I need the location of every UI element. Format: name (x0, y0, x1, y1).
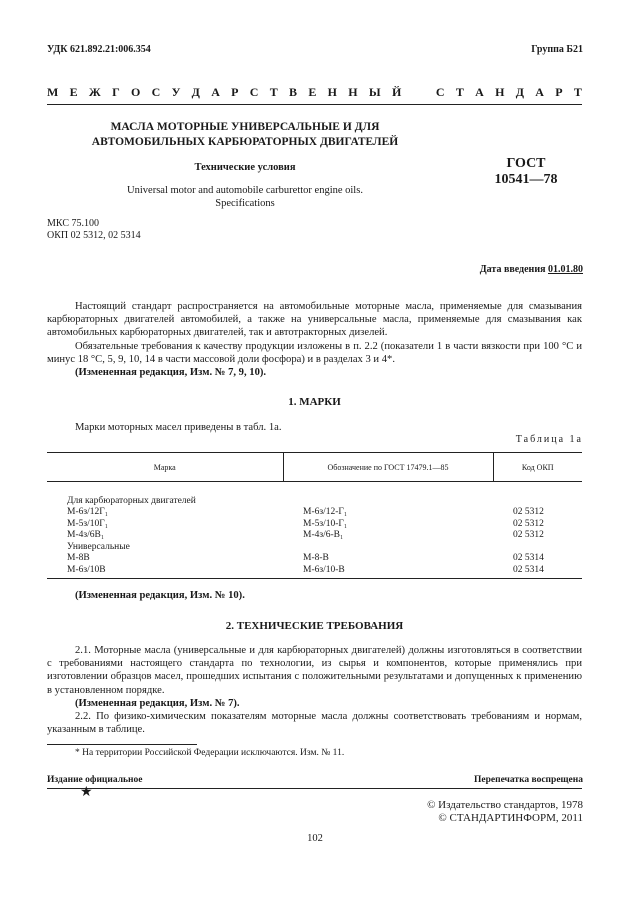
marks-table (47, 452, 582, 579)
cell-designation: М-8-В (303, 553, 329, 563)
table-row (47, 530, 582, 542)
banner-letter: Д (191, 85, 200, 99)
introduction-date (480, 264, 583, 275)
interstate-standard-banner (47, 85, 582, 100)
title-line-1: МАСЛА МОТОРНЫЕ УНИВЕРСАЛЬНЫЕ И ДЛЯ (110, 121, 380, 133)
banner-letter: Р (555, 85, 563, 99)
cell-designation (283, 496, 493, 508)
cell-designation: М-6з/10-В (283, 565, 493, 579)
banner-letter: Т (269, 85, 278, 99)
banner-letter: У (171, 85, 181, 99)
document-title (60, 120, 430, 150)
date-label: Дата введения (479, 264, 548, 275)
banner-letter: А (475, 85, 484, 99)
okp-code: ОКП 02 5312, 02 5314 (47, 230, 141, 241)
banner-letter: Н (495, 85, 505, 99)
table-row (47, 496, 582, 508)
clause-2-2: 2.2. По физико-химическим показателям моторные масла должны соответствовать требованиям и нормам, указанным в таблице. (47, 711, 582, 736)
cell-okp-code: 02 5314 (493, 565, 582, 579)
banner-letter: С (249, 85, 259, 99)
gost-code: 10541—78 (494, 172, 558, 187)
column-header-mark: Марка (47, 453, 283, 482)
section-2-text (47, 644, 582, 736)
english-title-line-1: Universal motor and automobile carburettor engine oils. (127, 185, 363, 196)
banner-gap (413, 85, 425, 100)
footer-rule (47, 788, 582, 789)
banner-letter: С (435, 85, 445, 99)
gost-number (486, 156, 566, 188)
banner-letter: Г (112, 85, 120, 99)
banner-letter: Ы (368, 85, 381, 99)
copyright-block (427, 799, 583, 825)
gost-label: ГОСТ (506, 156, 546, 171)
document-subtitle: Технические условия (194, 162, 296, 173)
reprint-prohibited-label: Перепечатка воспрещена (473, 775, 583, 785)
cell-designation: М-4з/6-В₁ (303, 530, 344, 540)
section-1-paragraph: Марки моторных масел приведены в табл. 1а. (75, 422, 282, 433)
banner-letter: Ж (88, 85, 101, 99)
banner-letter: С (151, 85, 161, 99)
cell-designation (283, 542, 493, 554)
intro-amendment-note: (Измененная редакция, Изм. № 7, 9, 10). (75, 367, 267, 379)
banner-letter: Р (231, 85, 239, 99)
section-2-heading: 2. ТЕХНИЧЕСКИЕ ТРЕБОВАНИЯ (225, 620, 404, 632)
banner-letter: Д (515, 85, 524, 99)
cell-okp-code: 02 5312 (513, 518, 544, 529)
banner-letter: О (130, 85, 141, 99)
cell-designation: М-6з/12-Г₁ (303, 507, 348, 517)
footnote: * На территории Российской Федерации исключаются. Изм. № 11. (75, 748, 345, 758)
cell-okp-code: 02 5312 (513, 507, 544, 517)
title-line-2: АВТОМОБИЛЬНЫХ КАРБЮРАТОРНЫХ ДВИГАТЕЛЕЙ (91, 136, 399, 148)
cell-designation: М-5з/10-Г₁ (303, 518, 348, 529)
table-body (47, 482, 582, 579)
mks-code: МКС 75.100 (47, 218, 99, 229)
group-code: Группа Б21 (531, 44, 583, 55)
table-header-row (47, 453, 582, 482)
copyright-publisher: © Издательство стандартов, 1978 (427, 799, 583, 811)
official-edition-label: Издание официальное (47, 775, 143, 785)
banner-letter: Й (391, 85, 402, 99)
banner-letter: Н (327, 85, 337, 99)
banner-letter: Е (308, 85, 317, 99)
english-title (60, 184, 430, 210)
intro-text (47, 300, 582, 379)
clause-2-1-amendment-note: (Измененная редакция, Изм. № 7). (75, 697, 240, 709)
banner-letter: В (289, 85, 298, 99)
clause-2-1: 2.1. Моторные масла (универсальные и для карбюраторных двигателей) должны изготовляться в соответствии с требованиями настоящего стандарта по технологии, из сырья и компонентов, которые применялись при изготовлении образцов масел, прошедших испытания с положительными результатами и допущенных к применению в установленном порядке. (47, 645, 582, 696)
table-row (47, 542, 582, 554)
cell-okp-code (493, 542, 582, 554)
page-number: 102 (307, 833, 323, 844)
section-1-text (47, 421, 582, 434)
column-header-okp-code: Код ОКП (493, 453, 582, 482)
banner-letter: Т (573, 85, 582, 99)
banner-letter: Н (348, 85, 358, 99)
udk-code: УДК 621.892.21:006.354 (47, 44, 151, 55)
cell-okp-code (493, 496, 582, 508)
copyright-standartinform: © СТАНДАРТИНФОРМ, 2011 (438, 812, 583, 824)
footnote-rule (47, 744, 197, 745)
table-row (47, 565, 582, 579)
section-1-amendment-note: (Измененная редакция, Изм. № 10). (75, 590, 245, 601)
cell-mark: М-6з/10В (47, 565, 283, 579)
table-spacer-row (47, 482, 582, 496)
date-value: 01.01.80 (548, 264, 583, 275)
table-row (47, 553, 582, 565)
cell-mark: М-5з/10Г₁ (67, 518, 109, 529)
section-1-heading: 1. МАРКИ (288, 396, 341, 408)
cell-mark: Универсальные (67, 541, 130, 552)
cell-mark: М-8В (67, 553, 90, 563)
cell-okp-code: 02 5312 (513, 530, 544, 540)
star-icon: ★ (80, 785, 93, 800)
intro-paragraph-1: Настоящий стандарт распространяется на автомобильные моторные масла, применяемые для смазывания карбюраторных двигателей автомобилей, а также на универсальные масла, применяемые для смазывания как автомобильных карбюраторных двигателей, так и автотракторных дизелей. (47, 301, 582, 339)
header-rule (47, 104, 582, 105)
english-title-line-2: Specifications (215, 198, 275, 209)
banner-letter: М (47, 85, 59, 99)
banner-letter: А (535, 85, 544, 99)
banner-letter: А (211, 85, 220, 99)
cell-mark: М-6з/12Г₁ (67, 507, 109, 517)
classification-codes (47, 218, 141, 242)
banner-letter: Т (455, 85, 464, 99)
cell-okp-code: 02 5314 (513, 553, 544, 563)
cell-mark: Для карбюраторных двигателей (67, 495, 196, 506)
intro-paragraph-2: Обязательные требования к качеству продукции изложены в п. 2.2 (показатели 1 в части вязкости при 100 °С и минус 18 °С, 5, 9, 10, 14 в части массовой доли фосфора) и в разделах 3 и 4*. (47, 340, 582, 365)
table-row (47, 507, 582, 519)
table-caption: Таблица 1а (515, 434, 583, 445)
column-header-designation: Обозначение по ГОСТ 17479.1—85 (283, 453, 493, 482)
table-spacer-cell (47, 482, 582, 496)
table-row (47, 519, 582, 531)
banner-letter: Е (69, 85, 78, 99)
cell-mark: М-4з/6В₁ (67, 530, 105, 540)
